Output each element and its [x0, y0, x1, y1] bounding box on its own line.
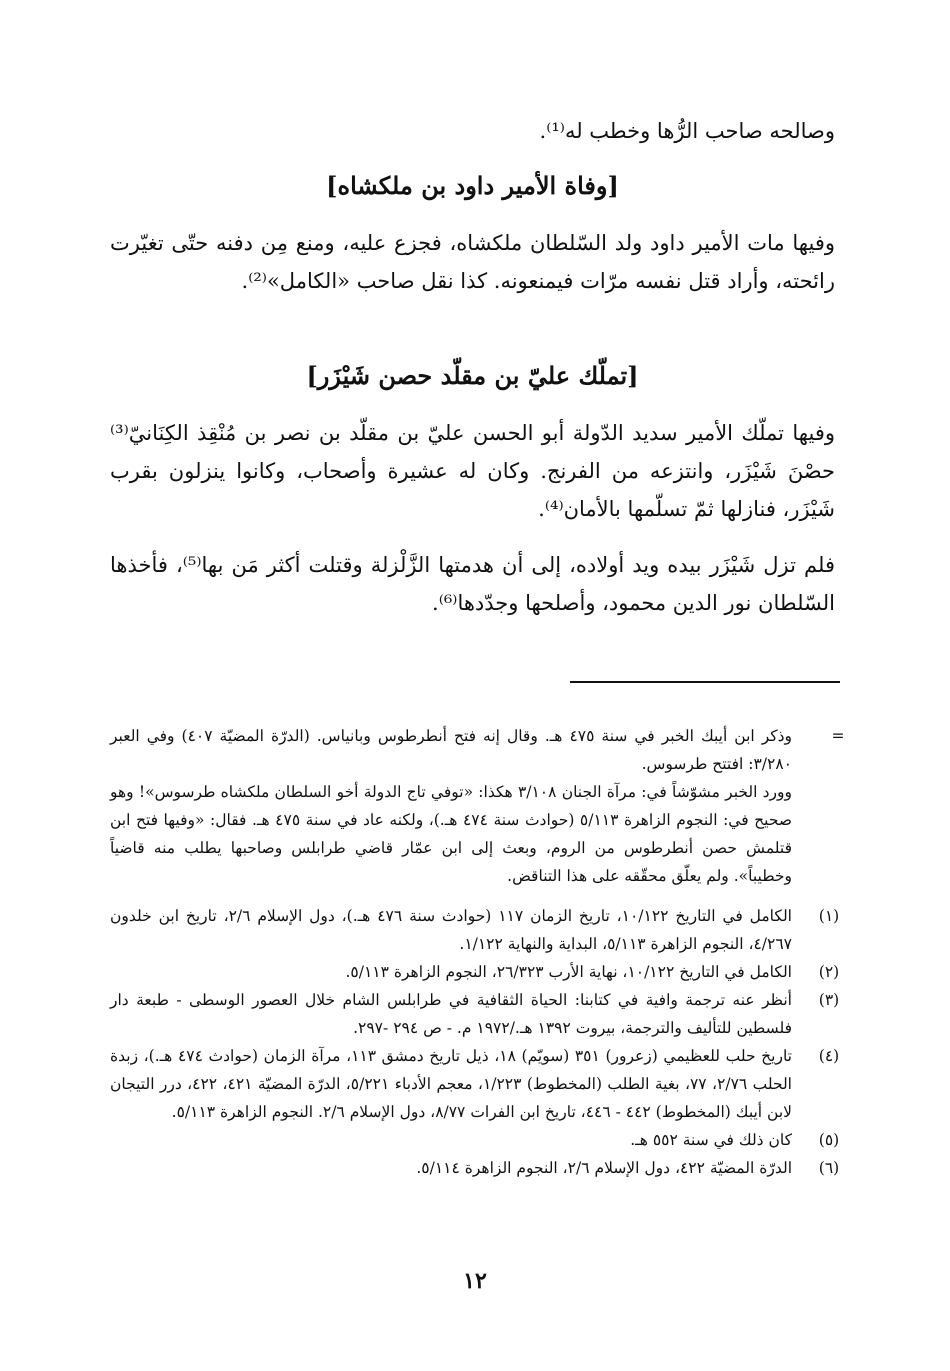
- continuation-marker: =: [831, 727, 845, 745]
- footnote-number: (٦): [818, 1159, 840, 1177]
- footnote-text: الدرّة المضيّة ٤٢٢، دول الإسلام ٢/٦، النجوم الزاهرة ٥/١١٤.: [416, 1159, 792, 1177]
- paragraph-shayzar-1: وفيها تملّك الأمير سديد الدّولة أبو الحسن عليّ بن مقلّد بن نصر بن مُنْقِذ الكِنَانيّ⁽³⁾ حصْنَ شَيْزَر، وانتزعه من الفرنج. وكان له عشيرة وأصحاب، وكانوا ينزلون بقرب شَيْزَر، فنازلها ثمّ تسلّمها بالأمان⁽⁴⁾.: [110, 421, 835, 521]
- continued-footnote: [110, 722, 850, 890]
- footnote-item: [110, 902, 850, 958]
- paragraph-shayzar-2: فلم تزل شَيْزَر بيده ويد أولاده، إلى أن هدمتها الزَّلْزلة وقتلت أكثر مَن بها⁽⁵⁾، فأخذها السّلطان نور الدين محمود، وأصلحها وجدّدها⁽⁶⁾.: [110, 553, 835, 615]
- footnote-text: أنظر عنه ترجمة وافية في كتابنا: الحياة الثقافية في طرابلس الشام خلال العصور الوسطى - طبعة دار فلسطين للتأليف والترجمة، بيروت ١٣٩٢ هـ./١٩٧٢ م. - ص ٢٩٤ -٢٩٧.: [110, 991, 792, 1037]
- footnote-number: (٥): [818, 1131, 840, 1149]
- footnote-item: [110, 1154, 850, 1182]
- footnote-text: الكامل في التاريخ ١٠/١٢٢، نهاية الأرب ٢٦/٣٢٣، النجوم الزاهرة ٥/١١٣.: [345, 963, 792, 981]
- footnote-number: (٣): [818, 991, 840, 1009]
- page-number: ١٢: [463, 1268, 487, 1294]
- footnote-item: [110, 986, 850, 1042]
- footnote-item: [110, 1126, 850, 1154]
- footnote-number: (٤): [818, 1047, 840, 1065]
- footnote-text: الكامل في التاريخ ١٠/١٢٢، تاريخ الزمان ١١٧ (حوادث سنة ٤٧٦ هـ.)، دول الإسلام ٢/٦، تاريخ ابن خلدون ٤/٢٦٧، النجوم الزاهرة ٥/١١٣، البداية والنهاية ١/١٢٢.: [110, 907, 792, 953]
- continued-footnote-paragraph: وورد الخبر مشوّشاً في: مرآة الجنان ٣/١٠٨ هكذا: «توفي تاج الدولة أخو السلطان ملكشاه طرسوس»! وهو صحيح في: النجوم الزاهرة ٥/١١٣ (حوادث سنة ٤٧٤ هـ.)، ولكنه عاد في سنة ٤٧٥ هـ. فقال: «وفيها فتح ابن قتلمش حصن أنطرطوس من الروم، وبعث إلى ابن عمّار قاضي طرابلس وصاحبها يطلب منه قاضياً وخطيباً». ولم يعلّق محقّقه على هذا التناقض.: [110, 783, 793, 885]
- footnote-number: (٢): [818, 963, 840, 981]
- footnotes-list: [110, 902, 850, 1182]
- footnote-text: كان ذلك في سنة ٥٥٢ هـ.: [630, 1131, 792, 1149]
- section-heading-shayzar: [تملّك عليّ بن مقلّد حصن شَيْزَر]: [306, 361, 639, 390]
- footnote-item: [110, 1042, 850, 1126]
- continued-footnote-paragraph: وذكر ابن أيبك الخبر في سنة ٤٧٥ هـ. وقال إنه فتح أنطرطوس وبانياس. (الدرّة المضيّة ٤٠٧) وفي العبر ٣/٢٨٠: افتتح طرسوس.: [110, 727, 793, 773]
- footnote-divider: [570, 681, 840, 683]
- intro-line: وصالحه صاحب الرُّها وخطب له⁽¹⁾.: [539, 119, 835, 143]
- footnote-item: [110, 958, 850, 986]
- footnote-text: تاريخ حلب للعظيمي (زعرور) ٣٥١ (سويّم) ١٨، ذيل تاريخ دمشق ١١٣، مرآة الزمان (حوادث ٤٧٤ هـ.)، زبدة الحلب ٢/٧٦، ٧٧، بغية الطلب (المخطوط) ١/٢٢٣، معجم الأدباء ٥/٢٢١، الدرّة المضيّة ٤٢١، ٤٢٢، درر التيجان لابن أيبك (المخطوط) ٤٤٢ - ٤٤٦، تاريخ ابن الفرات ٨/٧٧، دول الإسلام ٢/٦. النجوم الزاهرة ٥/١١٣.: [110, 1047, 792, 1121]
- section-heading-death-of-dawud: [وفاة الأمير داود بن ملكشاه]: [326, 171, 619, 200]
- paragraph-death-of-dawud: وفيها مات الأمير داود ولد السّلطان ملكشاه، فجزع عليه، ومنع مِن دفنه حتّى تغيّرت رائحته، وأراد قتل نفسه مرّات فيمنعونه. كذا نقل صاحب «الكامل»⁽²⁾.: [110, 231, 835, 293]
- continued-footnote-body: [110, 722, 792, 890]
- footnote-number: (١): [818, 907, 840, 925]
